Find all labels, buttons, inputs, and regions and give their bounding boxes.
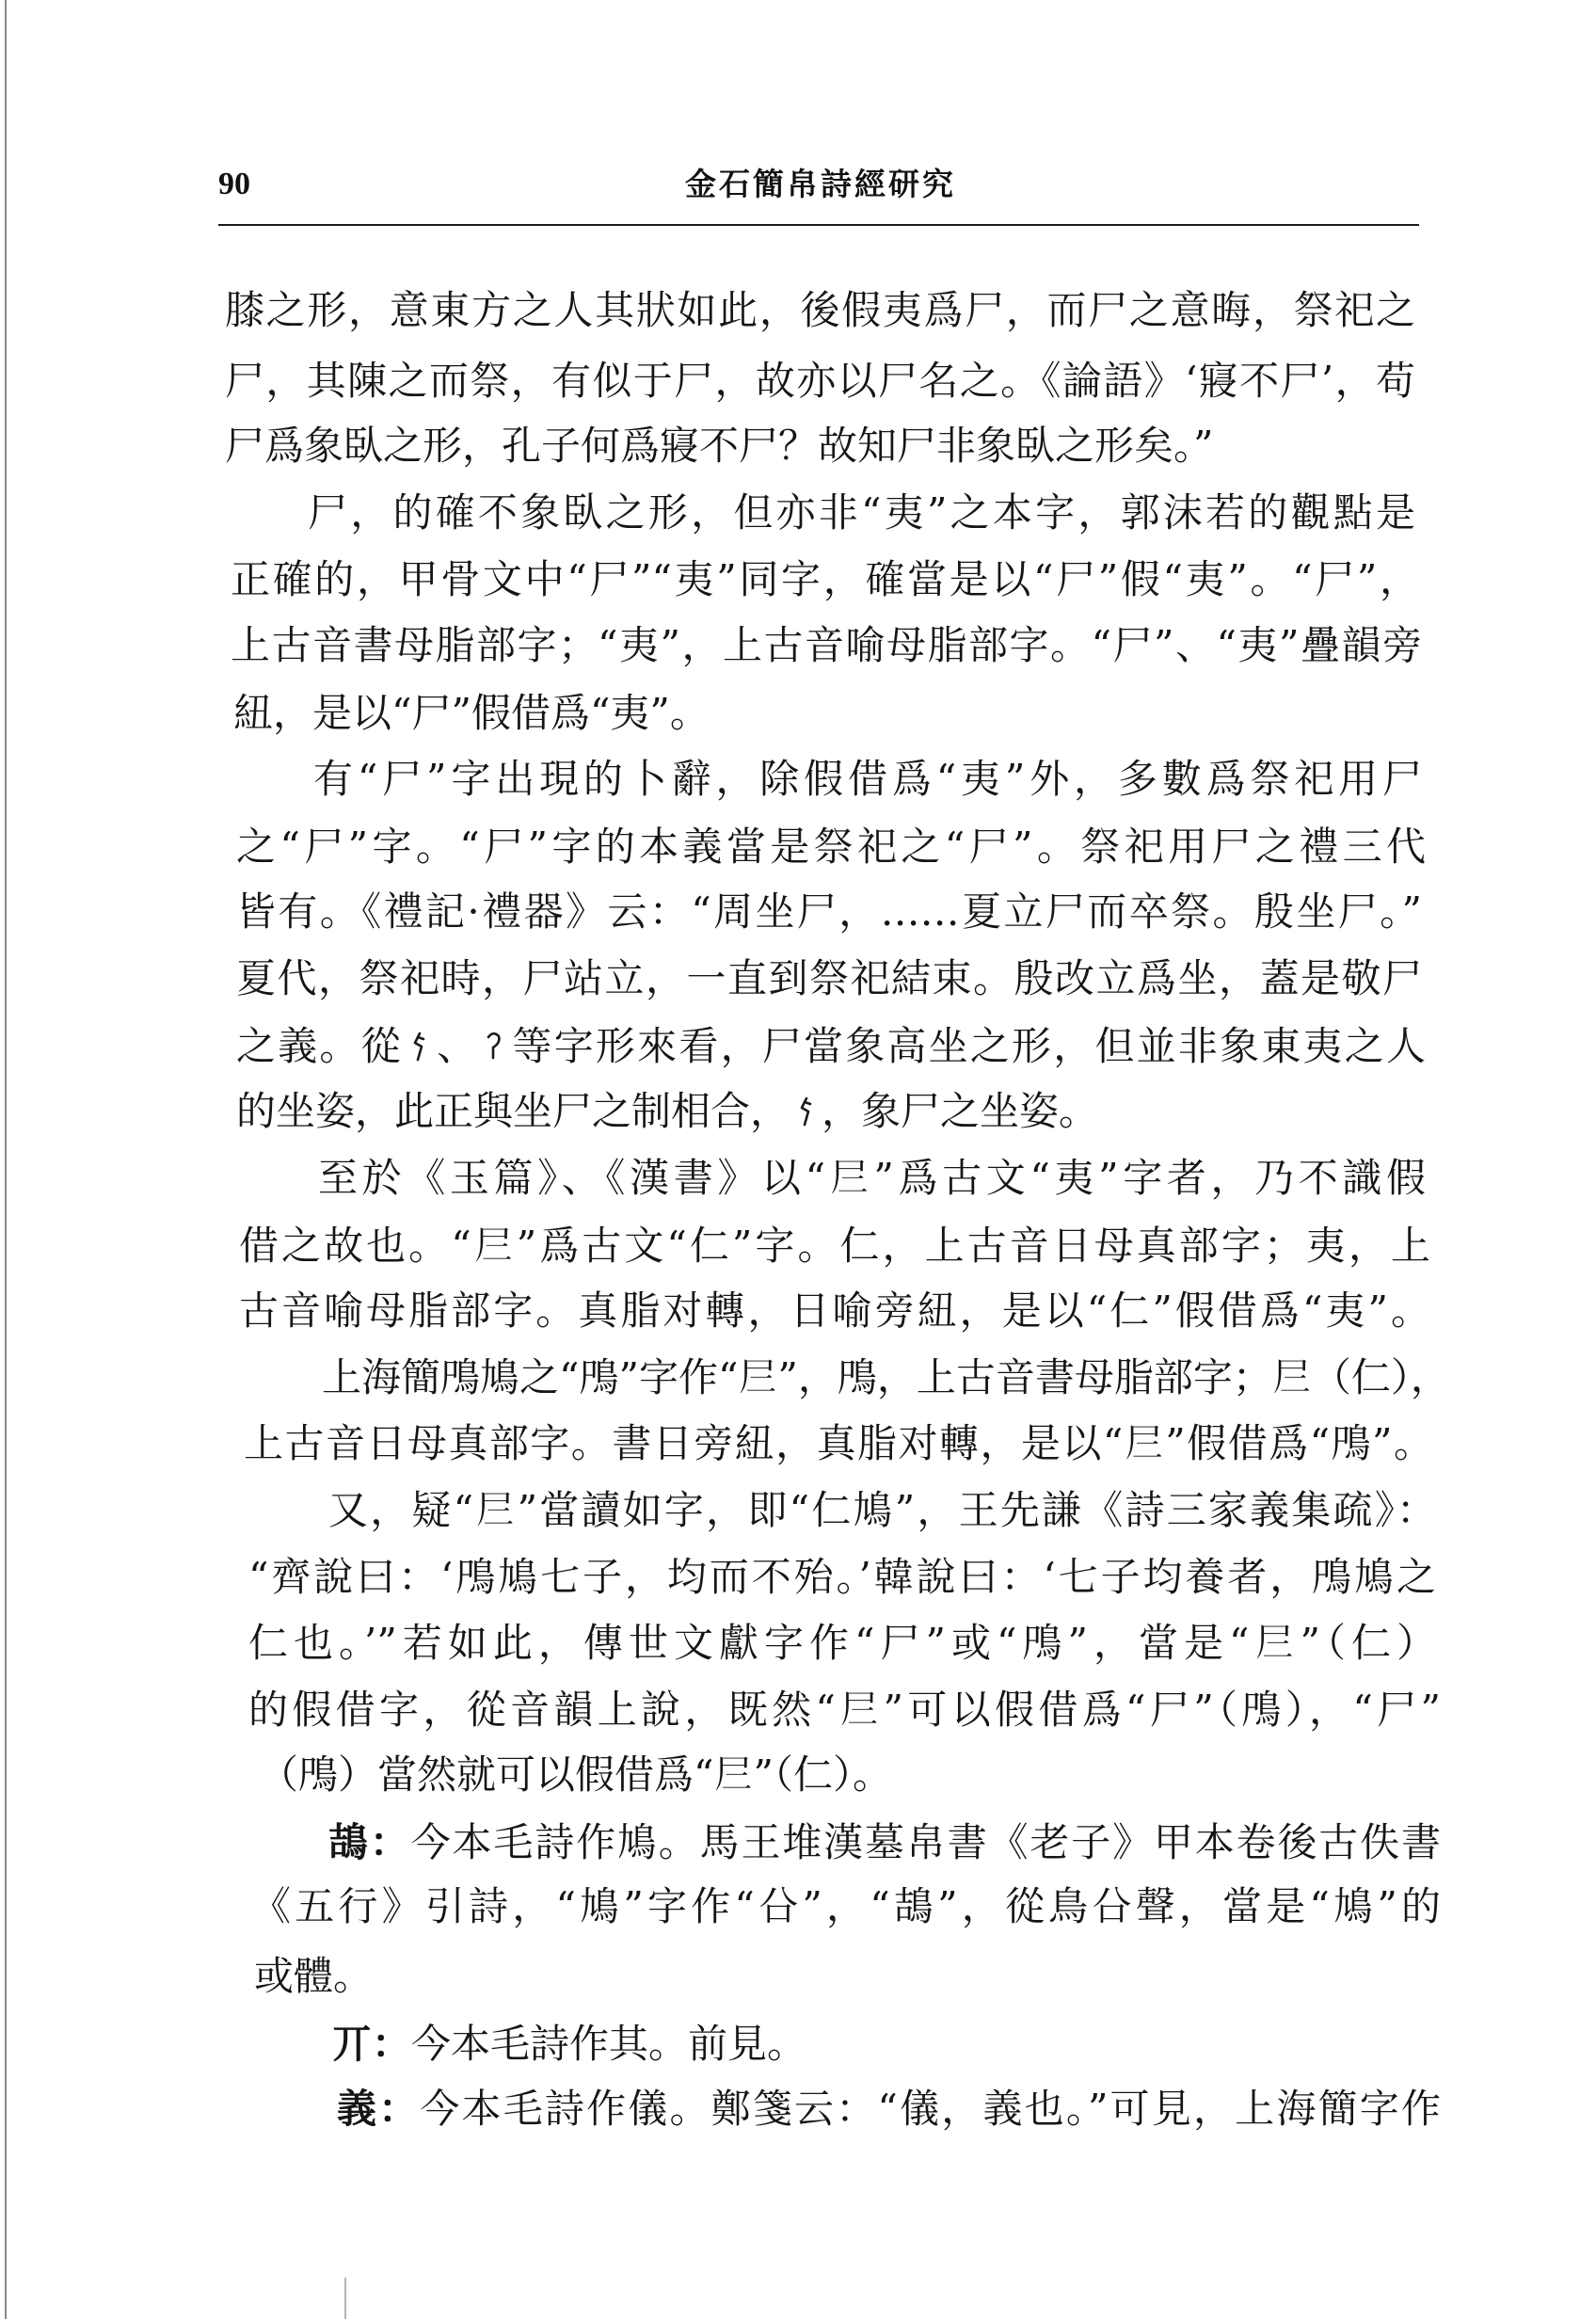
page-number: 90 bbox=[218, 167, 250, 201]
oracle-bone-kneeling-figure-icon bbox=[482, 1028, 506, 1065]
oracle-bone-seated-figure-icon bbox=[407, 1028, 431, 1065]
text-line bbox=[328, 1815, 1441, 1871]
text-line: 尸爲象臥之形，孔子何爲寢不尸？故知尸非象臥之形矣。” bbox=[225, 423, 1214, 469]
text-line: 仁也。’”若如此，傳世文獻字作“尸”或“鳲”，當是“𡰥”（仁） bbox=[248, 1620, 1436, 1666]
text-line: 上海簡鳲鳩之“鳲”字作“𡰥”，鳲，上古音書母脂部字；𡰥（仁）， bbox=[322, 1354, 1450, 1400]
text-line: 之“尸”字。“尸”字的本義當是祭祀之“尸”。祭祀用尸之禮三代 bbox=[236, 824, 1426, 870]
text-line: 尸，的確不象臥之形，但亦非“夷”之本字，郭沫若的觀點是 bbox=[308, 489, 1415, 536]
text-line: 夏代，祭祀時，尸站立，一直到祭祀結束。殷改立爲坐，蓋是敬尸 bbox=[236, 955, 1422, 1001]
text-line: “齊說曰：‘鳲鳩七子，均而不殆。’韓說曰：‘七子均養者，鳲鳩之 bbox=[248, 1554, 1436, 1600]
entry-headword: 義： bbox=[337, 2086, 421, 2132]
text-line: 或體。 bbox=[254, 1953, 374, 1999]
running-title: 金石簡帛詩經研究 bbox=[685, 166, 956, 202]
text-line: （鳲）當然就可以假借爲“𡰥”（仁）。 bbox=[259, 1751, 892, 1798]
text-segment: 的坐姿，此正與坐尸之制相合， bbox=[236, 1088, 790, 1134]
header-rule bbox=[218, 224, 1419, 226]
text-line: 皆有。《禮記·禮器》云：“周坐尸，……夏立尸而卒祭。殷坐尸。” bbox=[236, 888, 1422, 935]
text-line: 《五行》引詩，“鳩”字作“㕣”，“鴶”，從鳥㕣聲，當是“鳩”的 bbox=[251, 1883, 1441, 1929]
text-line: 至於《玉篇》、《漢書》以“𡰥”爲古文“夷”字者，乃不識假 bbox=[318, 1155, 1426, 1201]
text-segment: 等字形來看，尸當象高坐之形，但並非象東夷之人 bbox=[510, 1023, 1426, 1069]
text-segment: 之義。從 bbox=[236, 1023, 403, 1069]
text-line: 有“尸”字出現的卜辭，除假借爲“夷”外，多數爲祭祀用尸 bbox=[313, 756, 1422, 802]
text-line bbox=[332, 2016, 806, 2072]
text-line: 正確的，甲骨文中“尸”“夷”同字，確當是以“尸”假“夷”。“尸”， bbox=[231, 556, 1419, 602]
entry-headword: 丌： bbox=[332, 2021, 412, 2067]
text-segment: 、 bbox=[434, 1023, 479, 1069]
text-line: 尸，其陳之而祭，有似于尸，故亦以尸名之。《論語》‘寢不尸’，苟 bbox=[225, 358, 1415, 404]
scan-mark bbox=[344, 2278, 346, 2319]
text-line: 古音喻母脂部字。真脂对轉，日喻旁紐，是以“仁”假借爲“夷”。 bbox=[239, 1287, 1430, 1334]
text-segment: 今本毛詩作其。前見。 bbox=[411, 2021, 807, 2067]
text-line: 紐，是以“尸”假借爲“夷”。 bbox=[233, 690, 710, 736]
text-segment: ，象尸之坐姿。 bbox=[822, 1088, 1099, 1134]
text-line: 上古音書母脂部字；“夷”，上古音喻母脂部字。“尸”、“夷”疊韻旁 bbox=[231, 622, 1422, 668]
text-line bbox=[236, 1018, 1426, 1075]
text-line bbox=[337, 2081, 1441, 2137]
oracle-bone-seated-figure-icon bbox=[793, 1093, 818, 1130]
entry-headword: 鴶： bbox=[328, 1819, 411, 1865]
text-line: 又，疑“𡰥”當讀如字，即“仁鳩”，王先謙《詩三家義集疏》： bbox=[328, 1487, 1436, 1533]
scan-edge bbox=[5, 0, 7, 2319]
text-line: 借之故也。“𡰥”爲古文“仁”字。仁，上古音日母真部字；夷，上 bbox=[239, 1223, 1430, 1269]
text-line bbox=[236, 1083, 1098, 1140]
text-line: 上古音日母真部字。書日旁紐，真脂对轉，是以“𡰥”假借爲“鳲”。 bbox=[244, 1420, 1433, 1466]
text-line: 的假借字，從音韻上說，既然“𡰥”可以假借爲“尸”（鳲），“尸” bbox=[248, 1687, 1441, 1733]
text-segment: 今本毛詩作鳩。馬王堆漢墓帛書《老子》甲本卷後古佚書 bbox=[410, 1819, 1441, 1865]
text-segment: 今本毛詩作儀。鄭箋云：“儀，義也。”可見，上海簡字作 bbox=[420, 2086, 1441, 2132]
text-line: 膝之形，意東方之人其狀如此，後假夷爲尸，而尸之意晦，祭祀之 bbox=[225, 287, 1415, 333]
